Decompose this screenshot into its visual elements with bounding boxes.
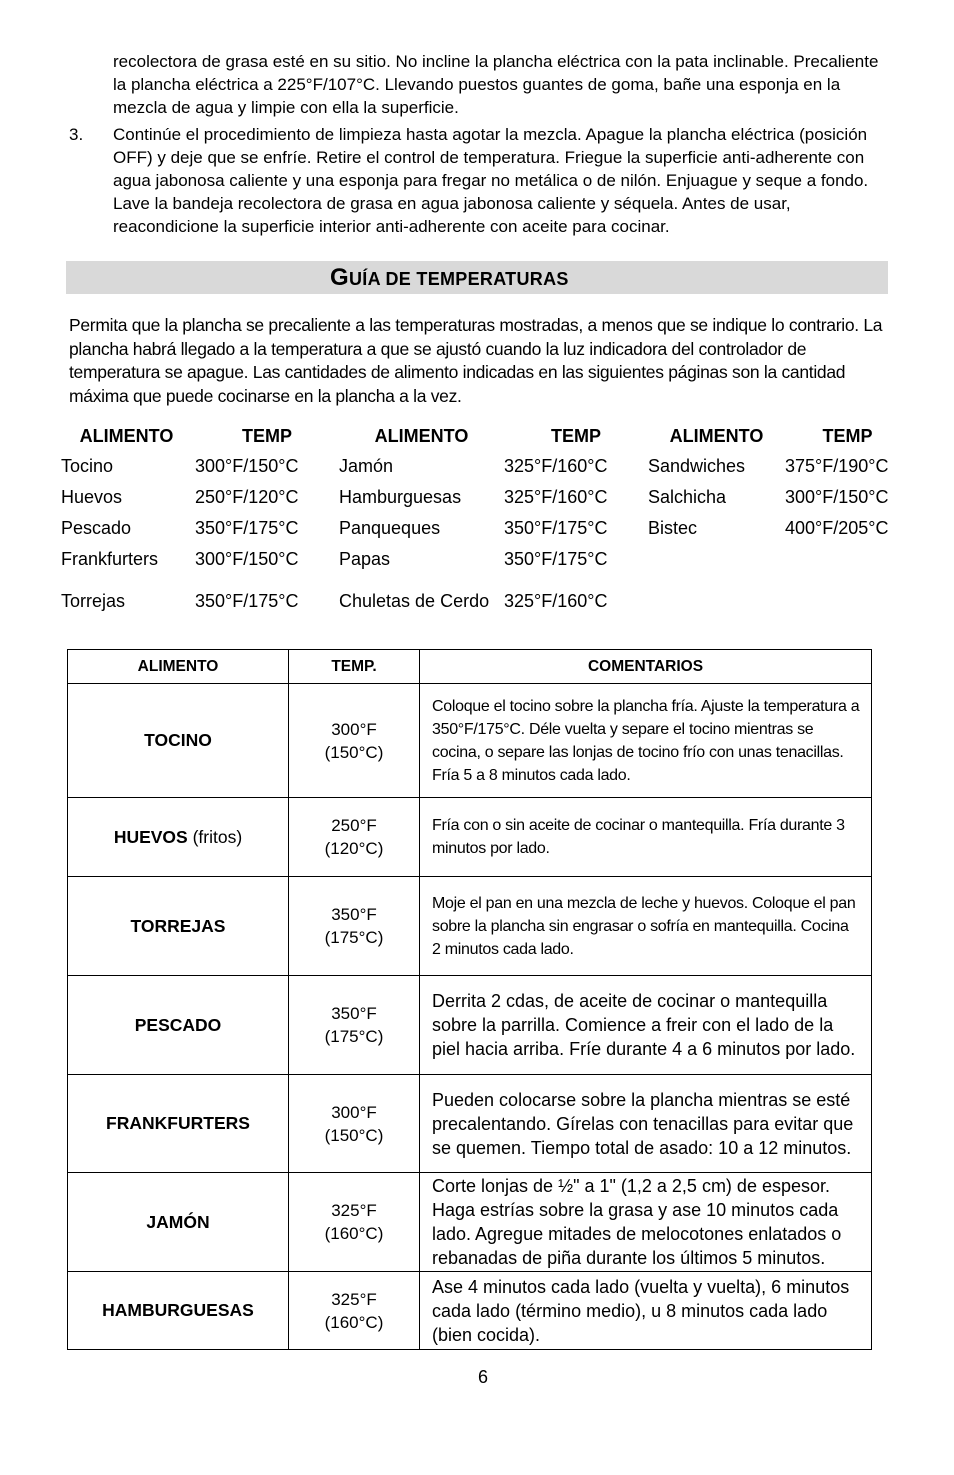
detail-temp — [289, 798, 420, 877]
detail-temp — [289, 1075, 420, 1173]
detail-temp — [289, 1173, 420, 1272]
table-row — [58, 544, 910, 575]
temp-f: 300°F — [331, 1102, 377, 1122]
temp-cell — [785, 575, 910, 627]
page-number: 6 — [478, 1367, 489, 1387]
detail-temp — [289, 684, 420, 798]
detail-food — [68, 877, 289, 976]
temp-cell: 375°F/190°C — [785, 456, 889, 476]
section-title-rest: UÍA DE TEMPERATURAS — [348, 269, 569, 289]
detail-header-food: ALIMENTO — [68, 650, 289, 684]
temp-cell: 350°F/175°C — [195, 518, 299, 538]
temp-f: 350°F — [331, 905, 377, 924]
temp-cell: 350°F/175°C — [504, 549, 608, 569]
food-cell: Frankfurters — [61, 549, 159, 569]
food-cell: Huevos — [61, 487, 123, 507]
food-cell: Jamón — [339, 456, 394, 476]
temp-c: (120°C) — [324, 839, 384, 858]
table-row — [58, 575, 910, 627]
section-title — [330, 264, 569, 292]
temp-f: 300°F — [331, 719, 377, 739]
food-cell: Hamburguesas — [339, 487, 462, 507]
temp-cell: 325°F/160°C — [504, 591, 608, 611]
detail-header-comments: COMENTARIOS — [420, 650, 872, 684]
temp-cell: 400°F/205°C — [785, 518, 889, 538]
table-row — [58, 451, 910, 482]
food-name: HUEVOS — [113, 826, 188, 847]
temp-c: (150°C) — [324, 742, 384, 762]
temp-c: (160°C) — [324, 1312, 384, 1332]
food-cell: Torrejas — [61, 591, 126, 611]
temps-header: TEMP — [550, 425, 601, 446]
food-name: FRANKFURTERS — [106, 1113, 250, 1133]
detail-temp — [289, 1272, 420, 1350]
temp-f: 350°F — [331, 1004, 377, 1023]
food-cell: Bistec — [648, 518, 698, 538]
table-row — [68, 877, 872, 976]
paragraph-cleaning-step-2: recolectora de grasa esté en su sitio. No incline la plancha eléctrica con la pata inclinable. Precaliente la plancha eléctrica a 225°F/107°C. Llevando puestos guantes de goma, bañe una esponja en la mezcla de agua y limpie con ella la superficie. — [113, 52, 879, 117]
table-row — [68, 1075, 872, 1173]
food-name: JAMÓN — [146, 1211, 210, 1232]
food-cell: Panqueques — [339, 518, 441, 538]
food-cell: Chuletas de Cerdo — [339, 591, 490, 611]
temps-header-row — [58, 421, 910, 451]
food-cell: Salchicha — [648, 487, 727, 507]
detail-temp — [289, 976, 420, 1075]
detail-food — [68, 798, 289, 877]
food-name: TOCINO — [144, 730, 212, 750]
cooking-details-table — [67, 649, 872, 1350]
table-row — [68, 798, 872, 877]
temp-cell — [785, 544, 910, 575]
food-name: PESCADO — [134, 1014, 222, 1035]
temp-c: (160°C) — [324, 1224, 384, 1243]
food-cell: Tocino — [61, 456, 114, 476]
temp-cell: 300°F/150°C — [195, 456, 299, 476]
temp-cell: 350°F/175°C — [195, 591, 299, 611]
detail-comment: Corte lonjas de ½" a 1" (1,2 a 2,5 cm) de espesor. Haga estrías sobre la grasa y ase 10 minutos cada lado. Agregue mitades de melocotones enlatados o rebanadas de piña durante los últimos 5 minutos. — [420, 1173, 872, 1272]
detail-comment: Derrita 2 cdas, de aceite de cocinar o mantequilla sobre la parrilla. Comience a freir con el lado de la piel hacia arriba. Fríe durante 4 a 6 minutos por lado. — [420, 976, 872, 1075]
temperature-summary-table — [58, 421, 910, 627]
temps-header: ALIMENTO — [374, 425, 469, 446]
table-row — [58, 482, 910, 513]
food-cell: Papas — [339, 549, 391, 569]
section-title-initial: G — [330, 264, 349, 291]
detail-food — [68, 1272, 289, 1350]
food-name: TORREJAS — [130, 915, 226, 936]
detail-food — [68, 1173, 289, 1272]
detail-comment: Fría con o sin aceite de cocinar o mantequilla. Fría durante 3 minutos por lado. — [420, 798, 872, 877]
intro-paragraph: Permita que la plancha se precaliente a las temperaturas mostradas, a menos que se indique lo contrario. La plancha habrá llegado a la temperatura a que se ajustó cuando la luz indicadora del controlador de temperatura se apague. Las cantidades de alimento indicadas en las siguientes páginas son la cantidad máxima que puede cocinarse en la plancha a la vez. — [69, 315, 883, 406]
table-row — [68, 1272, 872, 1350]
temp-f: 325°F — [331, 1201, 377, 1220]
food-cell: Sandwiches — [648, 456, 746, 476]
detail-food — [68, 1075, 289, 1173]
detail-header-row — [68, 650, 872, 684]
table-row — [68, 976, 872, 1075]
detail-food — [68, 976, 289, 1075]
temp-f: 250°F — [331, 816, 377, 835]
table-row — [68, 1173, 872, 1272]
food-name: HAMBURGUESAS — [102, 1300, 254, 1320]
temp-cell: 300°F/150°C — [785, 487, 889, 507]
temps-header: TEMP — [822, 425, 873, 446]
detail-header-temp: TEMP. — [289, 650, 420, 684]
detail-comment: Pueden colocarse sobre la plancha mientras se esté precalentando. Gírelas con tenacillas para evitar que se quemen. Tiempo total de asado: 10 a 12 minutos. — [420, 1075, 872, 1173]
detail-comment: Coloque el tocino sobre la plancha fría. Ajuste la temperatura a 350°F/175°C. Déle vuelta y separe el tocino mientras se cocina, o separe las lonjas de tocino frío con unas tenacillas. Fría 5 a 8 minutos cada lado. — [420, 684, 872, 798]
temp-c: (175°C) — [324, 1027, 384, 1046]
food-cell — [648, 544, 785, 575]
temp-cell: 325°F/160°C — [504, 456, 608, 476]
temp-cell: 250°F/120°C — [195, 487, 299, 507]
temps-header: ALIMENTO — [669, 425, 764, 446]
temp-cell: 300°F/150°C — [195, 549, 299, 569]
step-number-3: 3. — [69, 125, 84, 144]
food-cell — [648, 575, 785, 627]
temp-cell: 350°F/175°C — [504, 518, 608, 538]
temp-c: (175°C) — [324, 928, 384, 947]
detail-comment: Ase 4 minutos cada lado (vuelta y vuelta), 6 minutos cada lado (término medio), u 8 minutos cada lado (bien cocida). — [420, 1272, 872, 1350]
detail-food — [68, 684, 289, 798]
paragraph-cleaning-step-3: Continúe el procedimiento de limpieza hasta agotar la mezcla. Apague la plancha eléctrica (posición OFF) y deje que se enfríe. Retire el control de temperatura. Friegue la superficie anti-adherente con agua jabonosa caliente y una esponja para fregar no metálica o de nilón. Enjuague y seque a fondo. Lave la bandeja recolectora de grasa en agua jabonosa caliente y séquela. Antes de usar, reacondicione la superficie interior anti-adherente con aceite para cocinar. — [113, 125, 869, 236]
temp-f: 325°F — [331, 1289, 377, 1309]
food-cell: Pescado — [61, 518, 132, 538]
temp-c: (150°C) — [324, 1125, 384, 1145]
temps-header: ALIMENTO — [79, 425, 174, 446]
temp-cell: 325°F/160°C — [504, 487, 608, 507]
table-row — [68, 684, 872, 798]
food-extra: (fritos) — [187, 826, 243, 847]
detail-temp — [289, 877, 420, 976]
table-row — [58, 513, 910, 544]
detail-comment: Moje el pan en una mezcla de leche y huevos. Coloque el pan sobre la plancha sin engrasar o sofría en mantequilla. Cocina 2 minutos cada lado. — [420, 877, 872, 976]
temps-header: TEMP — [241, 425, 292, 446]
